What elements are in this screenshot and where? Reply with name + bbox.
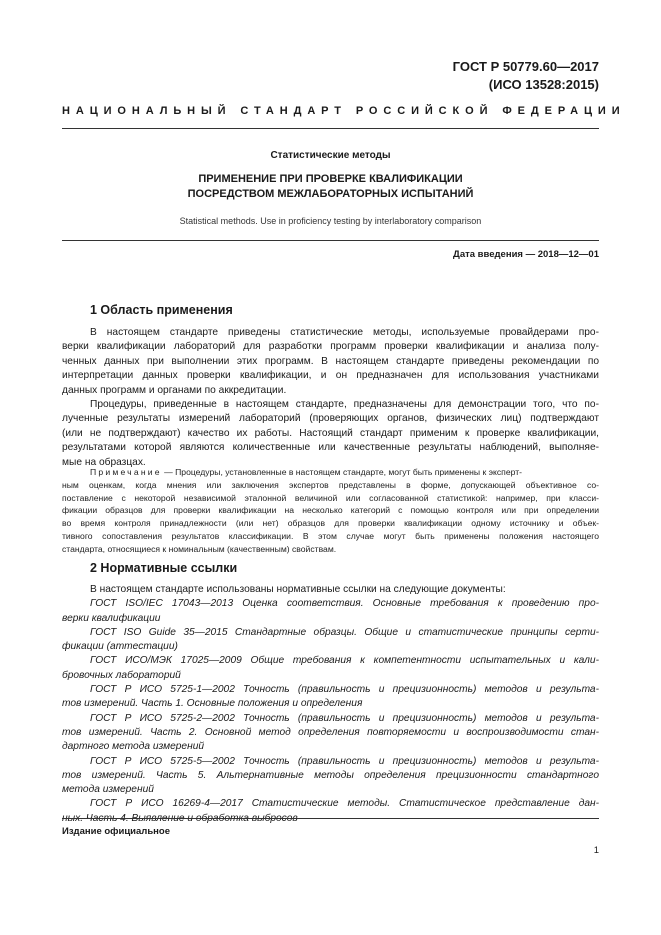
- iso-number: (ИСО 13528:2015): [488, 77, 599, 92]
- top-divider: [62, 128, 599, 129]
- section-1-note: [62, 466, 599, 556]
- reference-line: ГОСТ Р ИСО 16269-4—2017 Статистические методы. Статистическое представление дан-: [90, 798, 599, 810]
- title-line-1: ПРИМЕНЕНИЕ ПРИ ПРОВЕРКЕ КВАЛИФИКАЦИИ: [198, 173, 463, 185]
- note-line: во время контроля принадлежности (или нет) образцов для проверки квалификации одному источнику и объек-: [62, 518, 599, 529]
- title-line-2: ПОСРЕДСТВОМ МЕЖЛАБОРАТОРНЫХ ИСПЫТАНИЙ: [187, 188, 474, 200]
- reference-line: ГОСТ Р ИСО 5725-1—2002 Точность (правильность и прецизионность) методов и результа-: [90, 684, 599, 696]
- reference-line: верки квалификации: [62, 612, 161, 624]
- reference-line: метода измерений: [62, 784, 154, 796]
- reference-line: ГОСТ ISO Guide 35—2015 Стандартные образцы. Общие и статистические принципы серти-: [90, 626, 599, 638]
- note-line: поставление с некоторой независимой эталонной величиной или согласованной статистикой: например, при класси-: [62, 492, 599, 503]
- official-edition-label: Издание официальное: [62, 826, 170, 837]
- reference-line: тов измерений. Часть 5. Альтернативные методы определения прецизионности стандартного: [62, 769, 599, 781]
- reference-line: фикации (аттестации): [62, 641, 178, 653]
- reference-line: тов измерений. Часть 2. Основной метод определения повторяемости и воспроизводимости стан-: [62, 726, 599, 738]
- introduction-date: Дата введения — 2018—12—01: [453, 249, 599, 260]
- note-line: Примечание — Процедуры, установленные в настоящем стандарте, могут быть применены к эксперт-: [90, 467, 522, 477]
- footer-divider: [62, 818, 599, 819]
- reference-line: ГОСТ Р ИСО 5725-2—2002 Точность (правильность и прецизионность) методов и результа-: [90, 712, 599, 724]
- text-line: данных программ и органами по аккредитации.: [62, 384, 287, 396]
- text-line: результатами которой являются количественные или качественные результаты наблюдений, выполняе-: [62, 442, 599, 454]
- reference-line: дартного метода измерений: [62, 741, 205, 753]
- middle-divider: [62, 240, 599, 241]
- note-line: фикации образцов для проверки квалификации на несколько категорий с помощью контроля или при определении: [62, 505, 599, 516]
- text-line: интерпретации данных проверки квалификации, и он предназначен для использования участниками: [62, 370, 599, 382]
- text-line: верки квалификации лабораторий для разработки программ проверки квалификации и анализа полу-: [62, 341, 599, 353]
- standard-designation: [453, 58, 599, 94]
- section-1-paragraph-1: [62, 326, 599, 398]
- normative-references: [62, 583, 599, 826]
- note-line: стандарта, относящиеся к номинальным (качественным) свойствам.: [62, 543, 337, 554]
- national-standard-heading: НАЦИОНАЛЬНЫЙ СТАНДАРТ РОССИЙСКОЙ ФЕДЕРАЦИИ: [62, 105, 626, 117]
- standard-number: ГОСТ Р 50779.60—2017: [452, 59, 599, 74]
- note-label: Примечание: [90, 467, 162, 477]
- section-1-heading: 1 Область применения: [90, 303, 233, 317]
- text-line: лученные результаты измерений лабораторий (проверяющих органов, физических лиц) подтверждают: [62, 413, 599, 425]
- reference-line: ГОСТ Р ИСО 5725-5—2002 Точность (правильность и прецизионность) методов и результа-: [90, 755, 599, 767]
- reference-line: ГОСТ ISO/IEC 17043—2013 Оценка соответствия. Основные требования к проведению про-: [90, 598, 599, 610]
- text-line: В настоящем стандарте приведены статистические методы, используемые провайдерами про-: [90, 327, 599, 338]
- section-2-heading: 2 Нормативные ссылки: [90, 561, 238, 575]
- note-line: тивного сопоставления результатов классификации. В этом случае могут быть применены положения настоящего: [62, 530, 599, 541]
- references-intro: В настоящем стандарте использованы нормативные ссылки на следующие документы:: [90, 584, 506, 595]
- reference-line: бровочных лабораторий: [62, 669, 181, 681]
- text-line: мые на образцах.: [62, 456, 146, 468]
- english-title: Statistical methods. Use in proficiency testing by interlaboratory comparison: [179, 216, 482, 226]
- series-title: Статистические методы: [270, 150, 391, 161]
- reference-line: тов измерений. Часть 1. Основные положения и определения: [62, 698, 363, 710]
- text-line: (или не подтверждают) качество их работы. Настоящий стандарт применим к проверке квалификации,: [62, 427, 599, 439]
- page-number: 1: [593, 845, 599, 856]
- text-line: Процедуры, приведенные в настоящем стандарте, предназначены для демонстрации того, что по-: [90, 399, 599, 410]
- text-line: ченных данных при выполнении этих программ. В настоящем стандарте приведены рекомендации по: [62, 355, 599, 367]
- reference-line: ГОСТ ИСО/МЭК 17025—2009 Общие требования к компетентности испытательных и кали-: [90, 655, 599, 667]
- reference-line: ных. Часть 4. Выявление и обработка выбросов: [62, 812, 298, 824]
- document-title: [62, 172, 599, 202]
- note-line: ным оценкам, когда мнения или заключения экспертов представлены в форме, допускающей объективное со-: [62, 479, 599, 490]
- section-1-paragraph-2: [62, 398, 599, 470]
